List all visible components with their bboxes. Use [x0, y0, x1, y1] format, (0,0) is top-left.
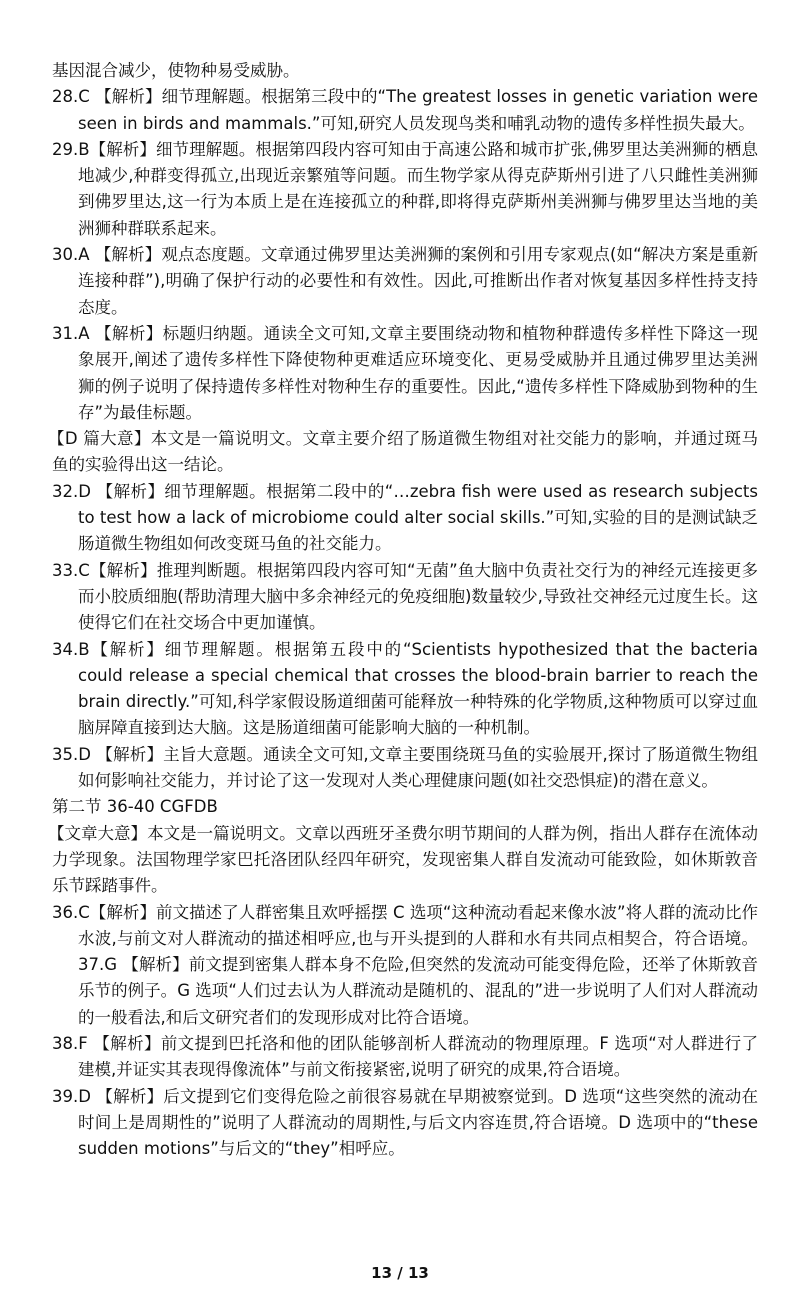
- answer-explanations: [48, 58, 758, 1162]
- answer-31: 31.A 【解析】标题归纳题。通读全文可知,文章主要围绕动物和植物种群遗传多样性下降这一现象展开,阐述了遗传多样性下降使物种更难适应环境变化、更易受威胁并且通过佛罗里达美洲狮的例子说明了保持遗传多样性对物种生存的重要性。因此,“遗传多样性下降威胁到物种的生存”为最佳标题。: [52, 323, 758, 422]
- article-summary: 【文章大意】本文是一篇说明文。文章以西班牙圣费尔明节期间的人群为例，指出人群存在流体动力学现象。法国物理学家巴托洛团队经四年研究，发现密集人群自发流动可能致险，如休斯敦音乐节踩踏事件。: [48, 823, 758, 896]
- answer-36-37: 36.C【解析】前文描述了人群密集且欢呼摇摆 C 选项“这种流动看起来像水波”将人群的流动比作水波,与前文对人群流动的描述相呼应,也与开头提到的人群和水有共同点相契合，符合语境。37.G 【解析】前文提到密集人群本身不危险,但突然的发流动可能变得危险，还举了休斯敦音乐节的例子。G 选项“人们过去认为人群流动是随机的、混乱的”进一步说明了人们对人群流动的一般看法,和后文研究者们的发现形成对比符合语境。: [52, 902, 758, 1027]
- answer-35: 35.D 【解析】主旨大意题。通读全文可知,文章主要围绕斑马鱼的实验展开,探讨了肠道微生物组如何影响社交能力，并讨论了这一发现对人类心理健康问题(如社交恐惧症)的潜在意义。: [52, 744, 758, 791]
- answer-30: 30.A 【解析】观点态度题。文章通过佛罗里达美洲狮的案例和引用专家观点(如“解决方案是重新连接种群”),明确了保护行动的必要性和有效性。因此,可推断出作者对恢复基因多样性持支持态度。: [52, 245, 758, 317]
- answer-38: 38.F 【解析】前文提到巴托洛和他的团队能够剖析人群流动的物理原理。F 选项“对人群进行了建模,并证实其表现得像流体”与前文衔接紧密,说明了研究的成果,符合语境。: [52, 1033, 758, 1080]
- answer-28: 28.C 【解析】细节理解题。根据第三段中的“The greatest losses in genetic variation were seen in birds and mammals.”可知,研究人员发现鸟类和哺乳动物的遗传多样性损失最大。: [52, 87, 758, 133]
- answer-33: 33.C【解析】推理判断题。根据第四段内容可知“无菌”鱼大脑中负责社交行为的神经元连接更多而小胶质细胞(帮助清理大脑中多余神经元的免疫细胞)数量较少,导致社交神经元过度生长。这使得它们在社交场合中更加谨慎。: [52, 560, 758, 633]
- page-number: 13 / 13: [371, 1264, 429, 1282]
- answer-34: 34.B【解析】细节理解题。根据第五段中的“Scientists hypothesized that the bacteria could release a special chemical that crosses the blood-brain barrier to reach the brain directly.”可知,科学家假设肠道细菌可能释放一种特殊的化学物质,这种物质可以穿过血脑屏障直接到达大脑。这是肠道细菌可能影响大脑的一种机制。: [52, 639, 758, 738]
- answer-32: 32.D 【解析】细节理解题。根据第二段中的“…zebra fish were used as research subjects to test how a lack of microbiome could alter social skills.”可知,实验的目的是测试缺乏肠道微生物组如何改变斑马鱼的社交能力。: [52, 481, 758, 554]
- answer-39: 39.D 【解析】后文提到它们变得危险之前很容易就在早期被察觉到。D 选项“这些突然的流动在时间上是周期性的”说明了人群流动的周期性,与后文内容连贯,符合语境。D 选项中的“these sudden motions”与后文的“they”相呼应。: [52, 1086, 758, 1159]
- passage-d-summary: 【D 篇大意】本文是一篇说明文。文章主要介绍了肠道微生物组对社交能力的影响，并通过斑马鱼的实验得出这一结论。: [48, 429, 758, 475]
- intro-line: 基因混合减少，使物种易受威胁。: [52, 61, 300, 80]
- section-2-heading: 第二节 36-40 CGFDB: [52, 797, 218, 817]
- answer-29: 29.B【解析】细节理解题。根据第四段内容可知由于高速公路和城市扩张,佛罗里达美洲狮的栖息地减少,种群变得孤立,出现近亲繁殖等问题。而生物学家从得克萨斯州引进了八只雌性美洲狮到佛罗里达,这一行为本质上是在连接孤立的种群,即将得克萨斯州美洲狮与佛罗里达当地的美洲狮种群联系起来。: [52, 139, 758, 238]
